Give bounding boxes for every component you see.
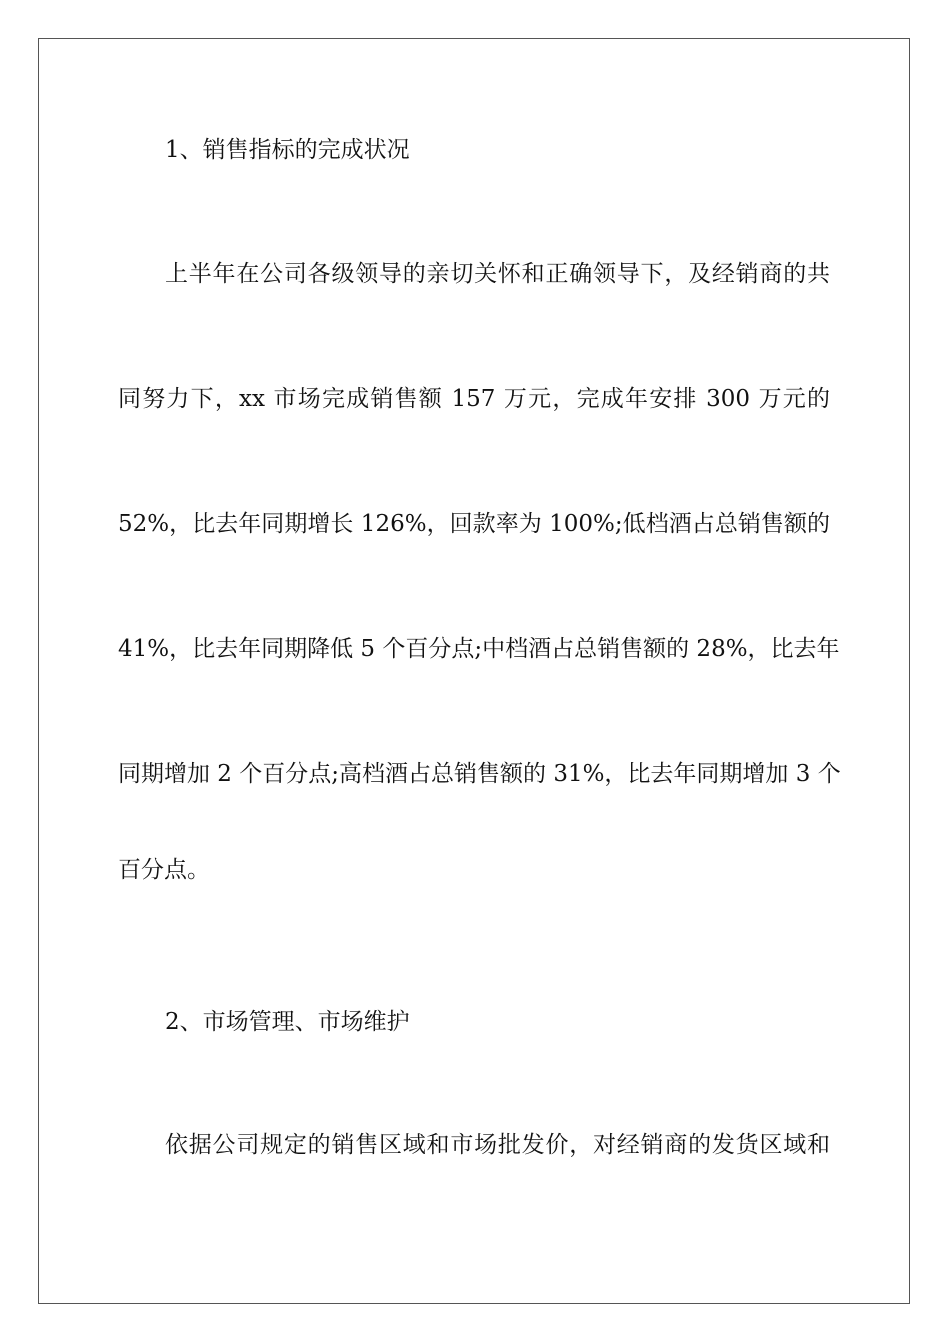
paragraph-line: 上半年在公司各级领导的亲切关怀和正确领导下，及经销商的共 [165, 261, 830, 287]
page-border [38, 38, 910, 1304]
paragraph-line: 41%，比去年同期降低 5 个百分点;中档酒占总销售额的 28%，比去年 [118, 636, 840, 662]
paragraph-line: 同期增加 2 个百分点;高档酒占总销售额的 31%，比去年同期增加 3 个 [118, 761, 841, 787]
paragraph-line: 同努力下，xx 市场完成销售额 157 万元，完成年安排 300 万元的 [118, 386, 830, 412]
section-1-heading: 1、销售指标的完成状况 [165, 137, 410, 163]
paragraph-line: 依据公司规定的销售区域和市场批发价，对经销商的发货区域和 [165, 1132, 830, 1158]
paragraph-line: 52%，比去年同期增长 126%，回款率为 100%;低档酒占总销售额的 [118, 511, 830, 537]
section-2-heading: 2、市场管理、市场维护 [165, 1009, 410, 1035]
paragraph-line: 百分点。 [118, 857, 210, 883]
